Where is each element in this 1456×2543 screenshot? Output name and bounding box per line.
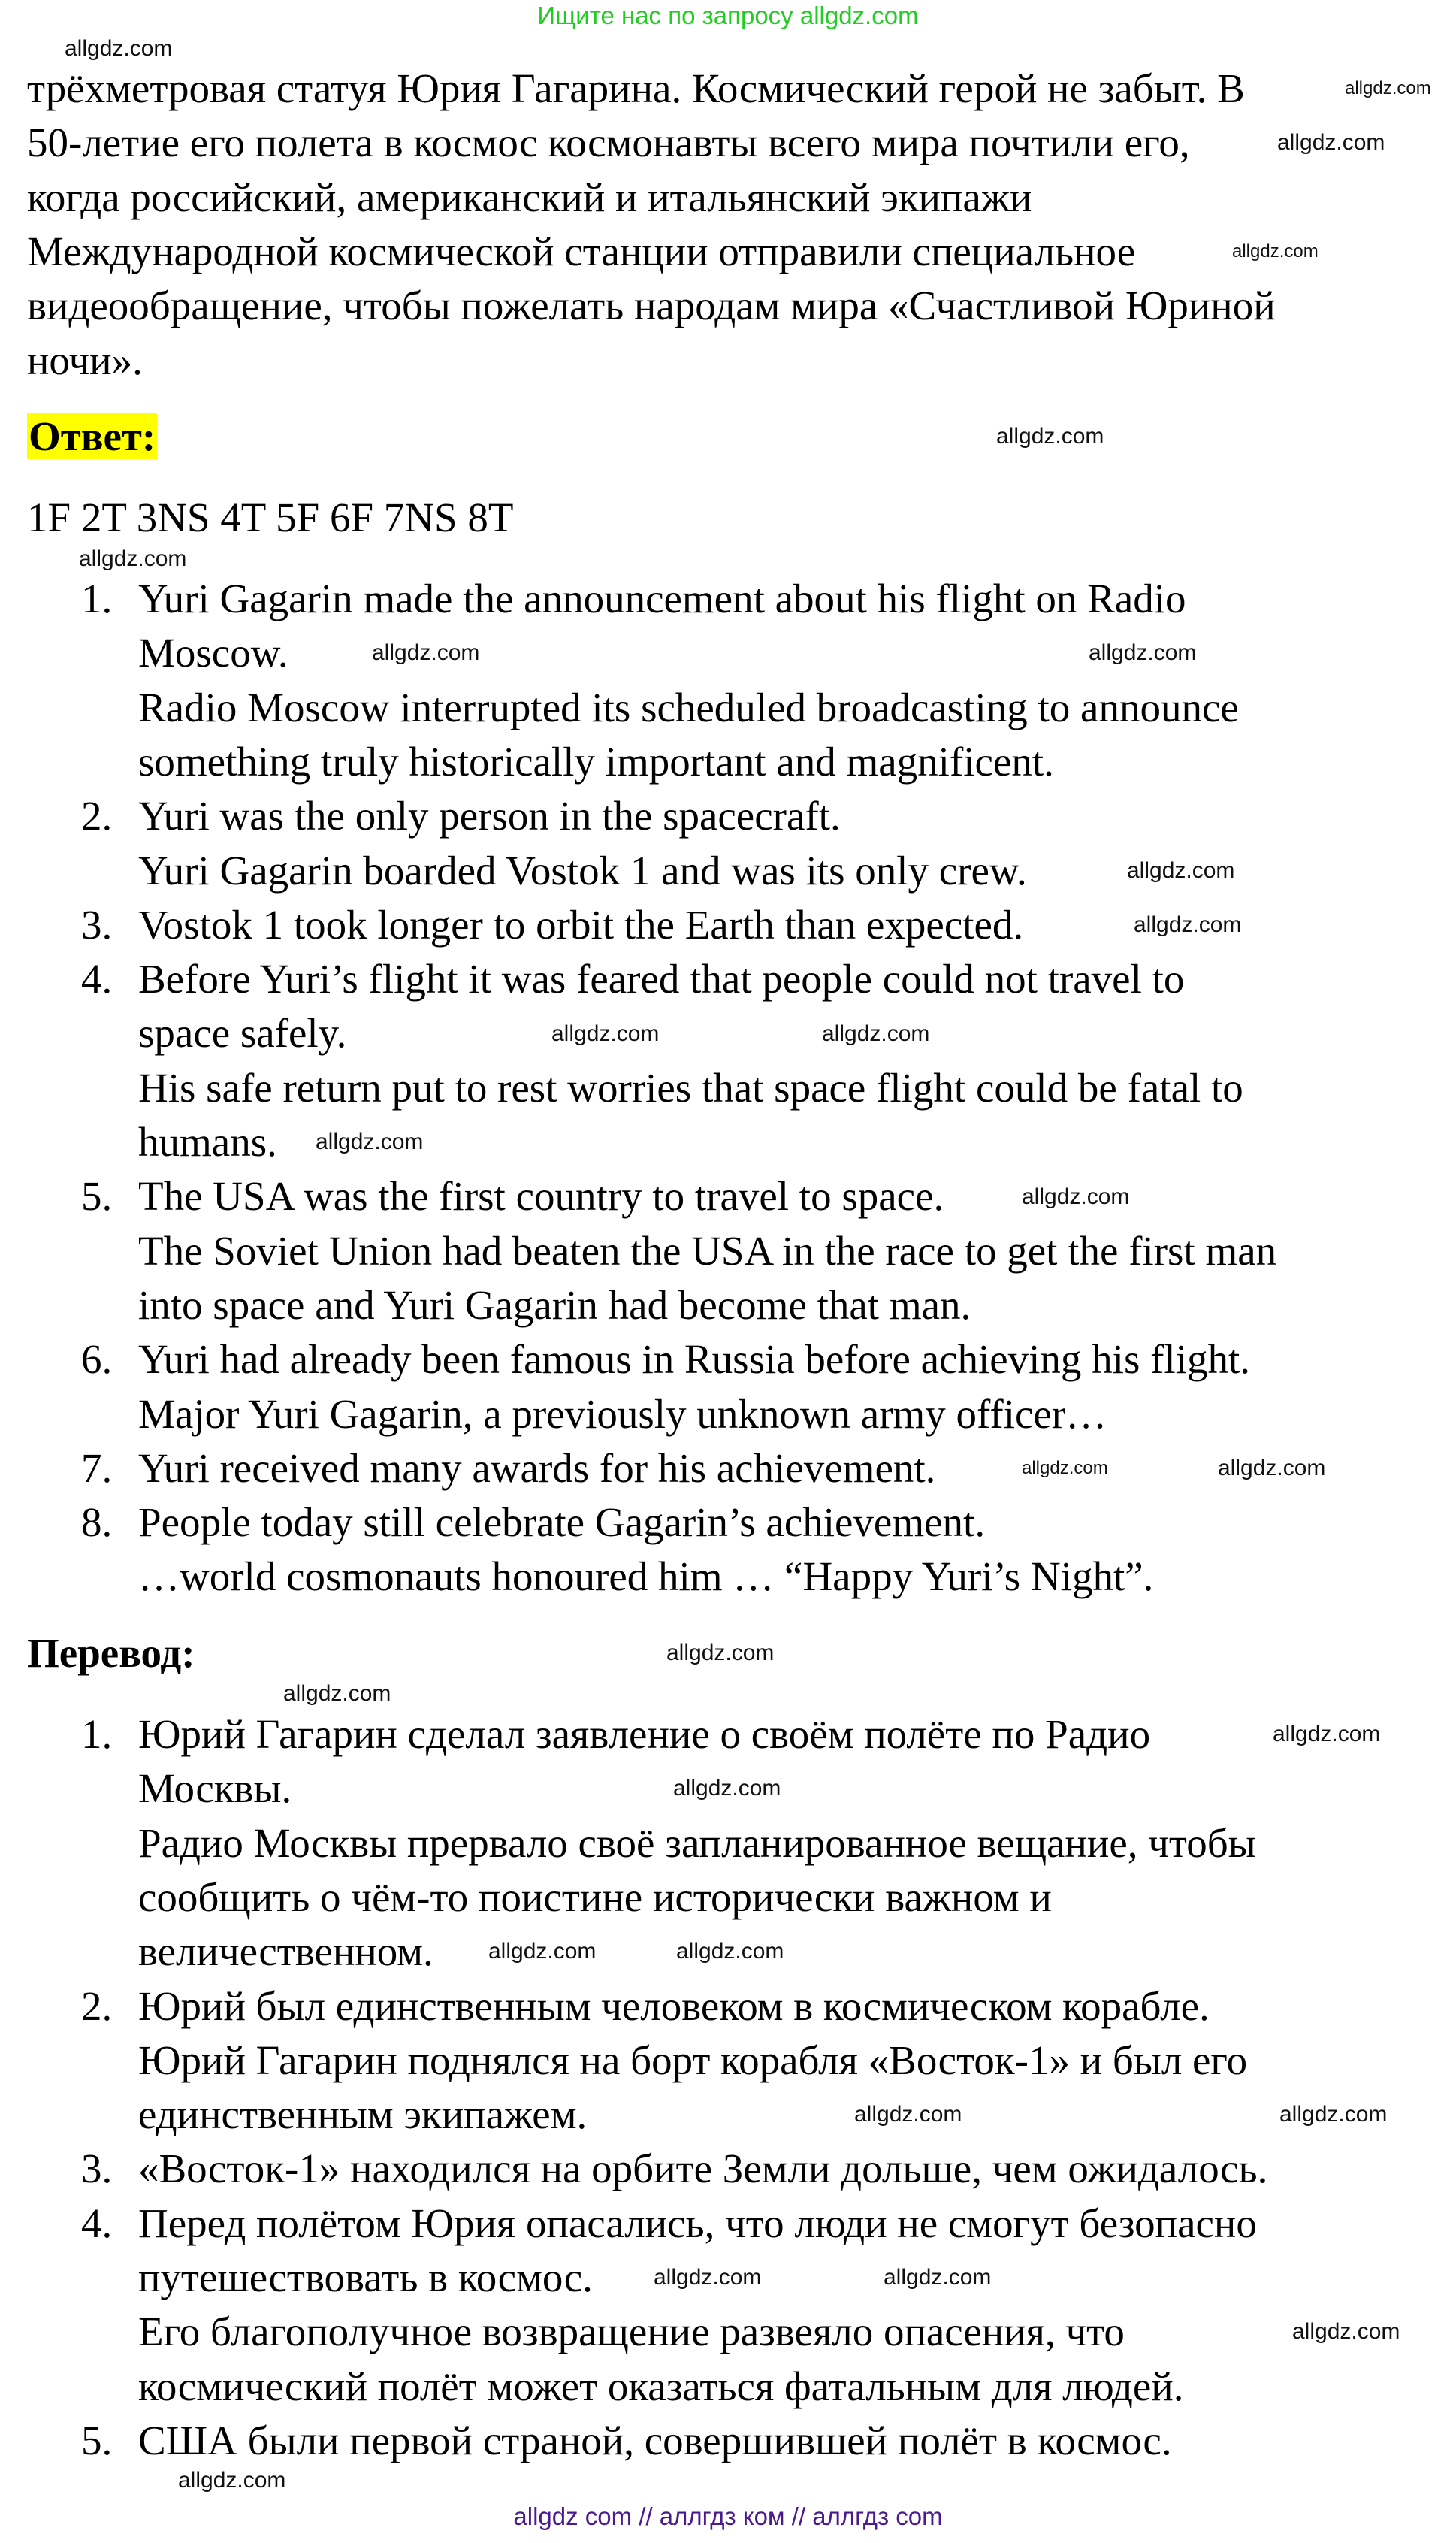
list-number: 4. — [81, 956, 113, 1002]
list-item-line: Major Yuri Gagarin, a previously unknown army officer… — [138, 1390, 1107, 1437]
intro-line: Международной космической станции отправили специальное — [27, 228, 1136, 274]
list-item-line: into space and Yuri Gagarin had become that man. — [138, 1281, 971, 1328]
watermark: allgdz.com — [551, 1021, 660, 1046]
watermark: allgdz.com — [1279, 2102, 1388, 2127]
list-item-line: His safe return put to rest worries that space flight could be fatal to — [138, 1064, 1243, 1111]
watermark: allgdz.com — [178, 2468, 286, 2493]
list-number: 5. — [81, 2417, 113, 2463]
watermark: allgdz.com — [1218, 1456, 1326, 1480]
watermark: allgdz.com — [1022, 1184, 1130, 1209]
watermark: allgdz.com — [996, 424, 1104, 449]
watermark: allgdz.com — [372, 640, 480, 665]
watermark: allgdz.com — [654, 2265, 762, 2290]
intro-line: трёхметровая статуя Юрия Гагарина. Космический герой не забыт. В — [27, 65, 1245, 111]
watermark: allgdz.com — [884, 2265, 992, 2290]
watermark: allgdz.com — [1273, 1722, 1381, 1746]
translation-heading: Перевод: — [27, 1630, 195, 1676]
list-number: 4. — [81, 2200, 113, 2246]
list-item-line: Before Yuri’s flight it was feared that people could not travel to — [138, 956, 1185, 1002]
intro-line: ночи». — [27, 337, 143, 383]
list-item-line: величественном. — [138, 1928, 433, 1975]
watermark: allgdz.com — [676, 1939, 784, 1964]
watermark: allgdz.com — [822, 1021, 930, 1046]
watermark: allgdz.com — [1022, 1458, 1108, 1478]
list-item-line: Yuri had already been famous in Russia before achieving his flight. — [138, 1336, 1251, 1383]
watermark: allgdz.com — [1292, 2319, 1400, 2344]
watermark: allgdz.com — [1277, 130, 1385, 155]
list-item-line: Vostok 1 took longer to orbit the Earth than expected. — [138, 901, 1024, 948]
list-item-line: Юрий Гагарин поднялся на борт корабля «Восток-1» и был его — [138, 2037, 1248, 2083]
list-item-line: Radio Moscow interrupted its scheduled broadcasting to announce — [138, 684, 1239, 730]
list-item-line: something truly historically important and magnificent. — [138, 738, 1054, 785]
list-item-line: space safely. — [138, 1010, 347, 1057]
list-item-line: Радио Москвы прервало своё запланированное вещание, чтобы — [138, 1819, 1256, 1866]
list-number: 5. — [81, 1173, 113, 1220]
watermark: allgdz.com — [673, 1776, 781, 1801]
list-item-line: путешествовать в космос. — [138, 2254, 593, 2300]
intro-line: 50-летие его полета в космос космонавты всего мира почтили его, — [27, 119, 1190, 166]
answer-key: 1F 2T 3NS 4T 5F 6F 7NS 8T — [27, 494, 514, 540]
list-item-line: The Soviet Union had beaten the USA in the race to get the first man — [138, 1227, 1277, 1274]
list-number: 6. — [81, 1336, 113, 1383]
watermark: allgdz.com — [79, 546, 187, 571]
watermark: allgdz.com — [316, 1129, 424, 1154]
list-number: 2. — [81, 793, 113, 839]
list-item-line: Его благополучное возвращение развеяло опасения, что — [138, 2309, 1125, 2355]
watermark: allgdz.com — [1232, 241, 1319, 262]
list-number: 7. — [81, 1444, 113, 1491]
answer-heading — [27, 413, 157, 461]
list-item-line: humans. — [138, 1119, 277, 1165]
watermark: allgdz.com — [854, 2102, 962, 2127]
list-number: 1. — [81, 576, 113, 621]
intro-line: видеообращение, чтобы пожелать народам мира «Счастливой Юриной — [27, 283, 1276, 329]
list-item-line: Moscow. — [138, 630, 288, 676]
list-item-line: People today still celebrate Gagarin’s achievement. — [138, 1499, 986, 1546]
list-item-line: единственным экипажем. — [138, 2091, 588, 2138]
watermark: allgdz.com — [65, 36, 173, 61]
watermark: allgdz.com — [1089, 640, 1197, 665]
intro-line: когда российский, американский и итальянский экипажи — [27, 174, 1032, 220]
list-number: 8. — [81, 1499, 113, 1546]
answer-label: Ответ: — [29, 413, 156, 459]
watermark: allgdz.com — [1345, 78, 1431, 98]
list-item-line: Yuri was the only person in the spacecraft. — [138, 793, 841, 839]
list-item-line: Yuri received many awards for his achievement. — [138, 1444, 936, 1491]
list-number: 2. — [81, 1982, 113, 2029]
watermark: allgdz.com — [1134, 912, 1242, 937]
list-item-line: …world cosmonauts honoured him … “Happy Yuri’s Night”. — [138, 1553, 1154, 1600]
list-number: 1. — [81, 1711, 113, 1757]
list-item-line: Yuri Gagarin boarded Vostok 1 and was its only crew. — [138, 847, 1027, 894]
list-item-line: космический полёт может оказаться фатальным для людей. — [138, 2363, 1184, 2409]
footer-links[interactable]: allgdz com // аллгдз ком // аллгдз com — [513, 2502, 943, 2530]
list-item-line: Перед полётом Юрия опасались, что люди не смогут безопасно — [138, 2200, 1257, 2246]
list-number: 3. — [81, 901, 113, 948]
list-item-line: «Восток-1» находился на орбите Земли дольше, чем ожидалось. — [138, 2145, 1268, 2192]
watermark: allgdz.com — [488, 1939, 597, 1964]
list-item-line: сообщить о чём-то поистине исторически важном и — [138, 1873, 1052, 1920]
list-item-line: Юрий Гагарин сделал заявление о своём полёте по Радио — [138, 1711, 1151, 1757]
list-item-line: The USA was the first country to travel to space. — [138, 1173, 944, 1220]
list-number: 3. — [81, 2145, 113, 2192]
list-item-line: Yuri Gagarin made the announcement about his flight on Radio — [138, 576, 1186, 621]
list-item-line: США были первой страной, совершившей полёт в космос. — [138, 2417, 1172, 2463]
list-item-line: Юрий был единственным человеком в космическом корабле. — [138, 1982, 1210, 2029]
search-banner[interactable]: Ищите нас по запросу allgdz.com — [537, 2, 919, 29]
watermark: allgdz.com — [283, 1681, 391, 1706]
watermark: allgdz.com — [666, 1640, 775, 1665]
list-item-line: Москвы. — [138, 1765, 292, 1812]
watermark: allgdz.com — [1127, 858, 1235, 883]
